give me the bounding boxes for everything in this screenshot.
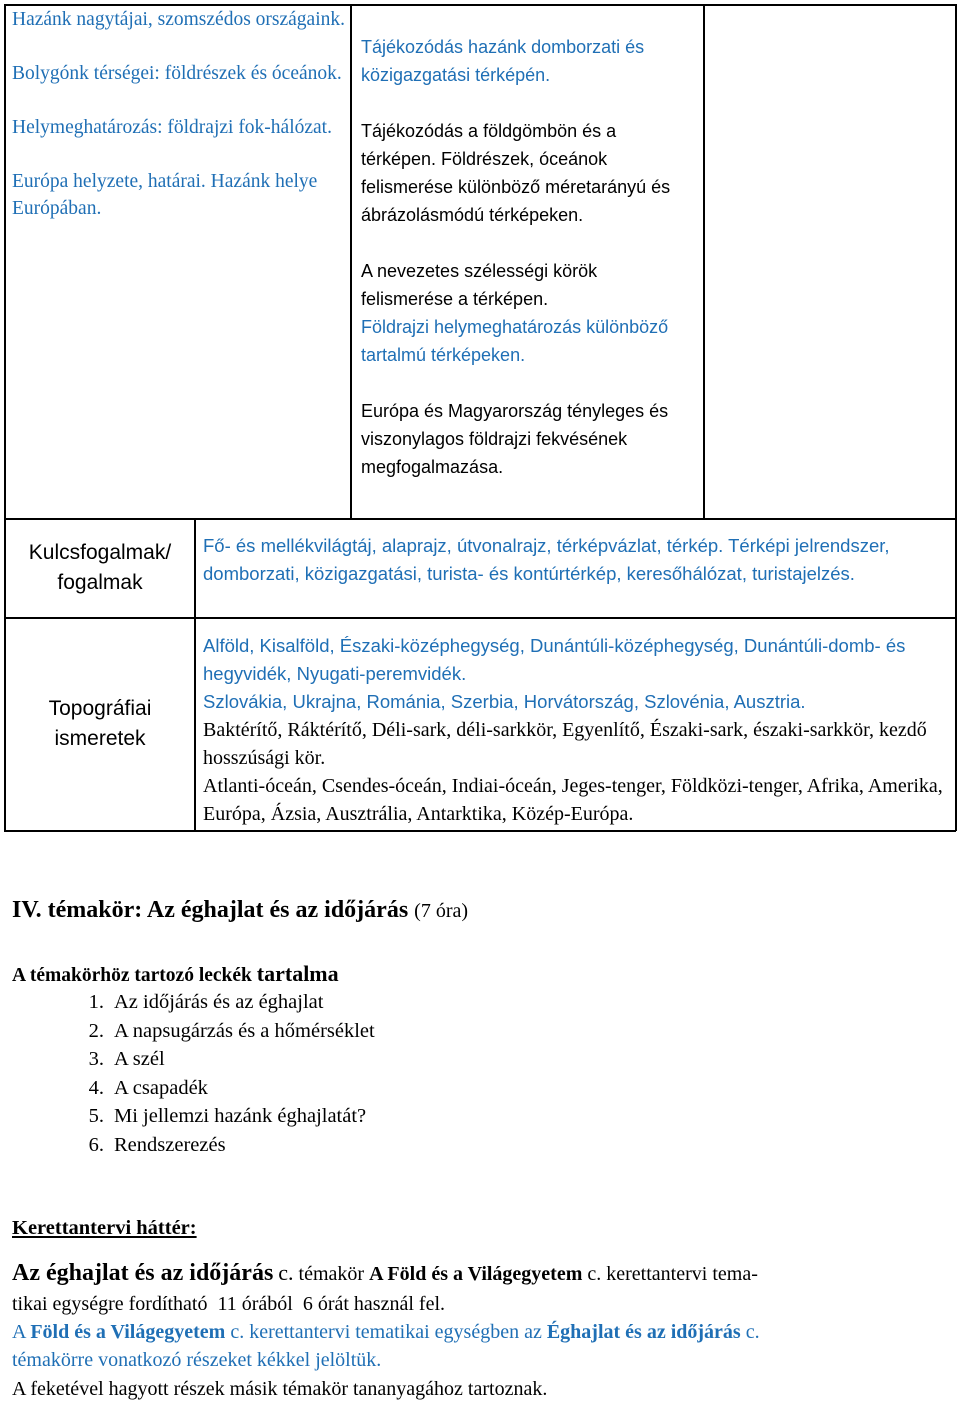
topografiai-label-line2: ismeretek <box>54 727 146 750</box>
lesson-number: 1. <box>88 991 104 1013</box>
left-item-3: Helymeghatározás: földrajzi fok-hálózat. <box>12 117 332 138</box>
topografiai-label-line1: Topográfiai <box>48 697 152 720</box>
background-last-line: A feketével hagyott részek másik témakör tananyagához tartoznak. <box>12 1378 548 1400</box>
kulcs-text-rest: Térképi jelrendszer, domborzati, közigazgatási, turista- és kontúrtérkép, keresőhálózat, turistajelzés. <box>203 535 890 584</box>
lesson-title: Az időjárás és az éghajlat <box>114 991 324 1013</box>
section-hours: (7 óra) <box>414 900 469 922</box>
lesson-number: 3. <box>88 1048 104 1071</box>
background-blue-unit: Föld és a Világegyetem <box>30 1321 226 1343</box>
table-row-divider-1 <box>4 518 956 520</box>
list-item <box>78 1074 678 1103</box>
topo-para-4: Atlanti-óceán, Csendes-óceán, Indiai-óceán, Jeges-tenger, Földközi-tenger, Afrika, Amerika, Európa, Ázsia, Ausztrália, Antarktika, Közép-Európa. <box>203 775 943 825</box>
row1-left-cell <box>12 6 346 222</box>
table-border-right <box>955 4 957 831</box>
lesson-title: A szél <box>114 1048 165 1071</box>
left-item-2: Bolygónk térségei: földrészek és óceánok. <box>12 63 342 84</box>
list-item <box>78 1102 678 1131</box>
lessons-list <box>78 988 678 1160</box>
background-blue-a: A <box>12 1321 26 1343</box>
list-item <box>78 1045 678 1074</box>
lesson-title: Mi jellemzi hazánk éghajlatát? <box>114 1105 367 1128</box>
table-row-divider-2 <box>4 617 956 619</box>
section-title <box>12 893 468 928</box>
lessons-heading-a: A témakörhöz tartozó leckék <box>12 965 252 986</box>
lesson-number: 5. <box>88 1105 104 1128</box>
kulcsfogalmak-text <box>203 532 948 588</box>
mid-item-3: A nevezetes szélességi körök felismerése a térképen. <box>361 261 598 309</box>
lesson-number: 4. <box>88 1076 104 1099</box>
table-border-left-top <box>4 4 6 519</box>
table-divider-v2 <box>703 4 705 519</box>
mid-item-4: Földrajzi helymeghatározás különböző tartalmú térképeken. <box>361 317 669 365</box>
background-unit-bold: A Föld és a Világegyetem <box>369 1263 583 1285</box>
kulcsfogalmak-label-line2: fogalmak <box>57 571 143 594</box>
table-divider-v1 <box>350 4 352 519</box>
background-rest-line1: c. kerettantervi tema- <box>587 1263 758 1285</box>
left-item-4: Európa helyzete, határai. Hazánk helye Európában. <box>12 171 318 219</box>
kulcsfogalmak-label <box>6 538 194 598</box>
background-topic-big: Az éghajlat és az időjárás <box>12 1260 274 1286</box>
lesson-title: A csapadék <box>114 1076 208 1099</box>
kulcs-text-blue: Fő- és mellékvilágtáj, alaprajz, útvonalrajz, térképvázlat, térkép. <box>203 535 724 556</box>
list-item <box>78 1131 678 1160</box>
background-blue-mid: c. kerettantervi tematikai egységben az <box>230 1321 542 1343</box>
lesson-title: A napsugárzás és a hőmérséklet <box>114 1019 375 1042</box>
background-line-1 <box>12 1256 957 1291</box>
mid-item-1: Tájékozódás hazánk domborzati és közigazgatási térképén. <box>361 37 645 85</box>
lessons-heading-b: tartalma <box>256 961 339 986</box>
table-label-divider <box>194 518 196 831</box>
lessons-heading <box>12 960 339 990</box>
kulcsfogalmak-label-line1: Kulcsfogalmak/ <box>28 541 172 564</box>
table-border-top-right <box>703 4 956 6</box>
lesson-title: Rendszerezés <box>114 1133 226 1156</box>
background-heading: Kerettantervi háttér: <box>12 1217 197 1239</box>
section-roman: IV. <box>12 897 42 923</box>
list-item <box>78 988 678 1017</box>
mid-item-5: Európa és Magyarország tényleges és viszonylagos földrajzi fekvésének megfogalmazása. <box>361 401 669 477</box>
background-blue-line-1 <box>12 1318 760 1346</box>
background-blue-c: c. <box>745 1321 760 1343</box>
row1-middle-cell <box>361 33 691 481</box>
background-line-2: tikai egységre fordítható 11 órából 6 órát használ fel. <box>12 1293 445 1315</box>
table-border-bottom <box>4 830 956 832</box>
section-title-text: témakör: Az éghajlat és az időjárás <box>47 897 409 923</box>
background-blue-topic: Éghajlat és az időjárás <box>546 1321 741 1343</box>
topografiai-label <box>6 694 194 754</box>
topo-para-3: Baktérítő, Ráktérítő, Déli-sark, déli-sarkkör, Egyenlítő, Északi-sark, északi-sarkkör, kezdő hosszúsági kör. <box>203 719 927 769</box>
list-item <box>78 1017 678 1046</box>
lesson-number: 6. <box>88 1133 104 1156</box>
mid-item-2: Tájékozódás a földgömbön és a térképen. Földrészek, óceánok felismerése különböző méretarányú és ábrázolásmódú térképeken. <box>361 121 671 225</box>
left-item-1: Hazánk nagytájai, szomszédos országaink. <box>12 9 346 30</box>
topografiai-text <box>203 632 951 828</box>
lesson-number: 2. <box>88 1019 104 1042</box>
topo-para-1: Alföld, Kisalföld, Északi-középhegység, Dunántúli-középhegység, Dunántúli-domb- és hegyvidék, Nyugati-peremvidék. <box>203 635 906 684</box>
background-word-temakor: témakör <box>298 1263 365 1285</box>
background-blue-line-2: témakörre vonatkozó részeket kékkel jelöltük. <box>12 1349 382 1371</box>
background-c1: c. <box>278 1260 294 1285</box>
topo-para-2: Szlovákia, Ukrajna, Románia, Szerbia, Horvátország, Szlovénia, Ausztria. <box>203 691 806 712</box>
